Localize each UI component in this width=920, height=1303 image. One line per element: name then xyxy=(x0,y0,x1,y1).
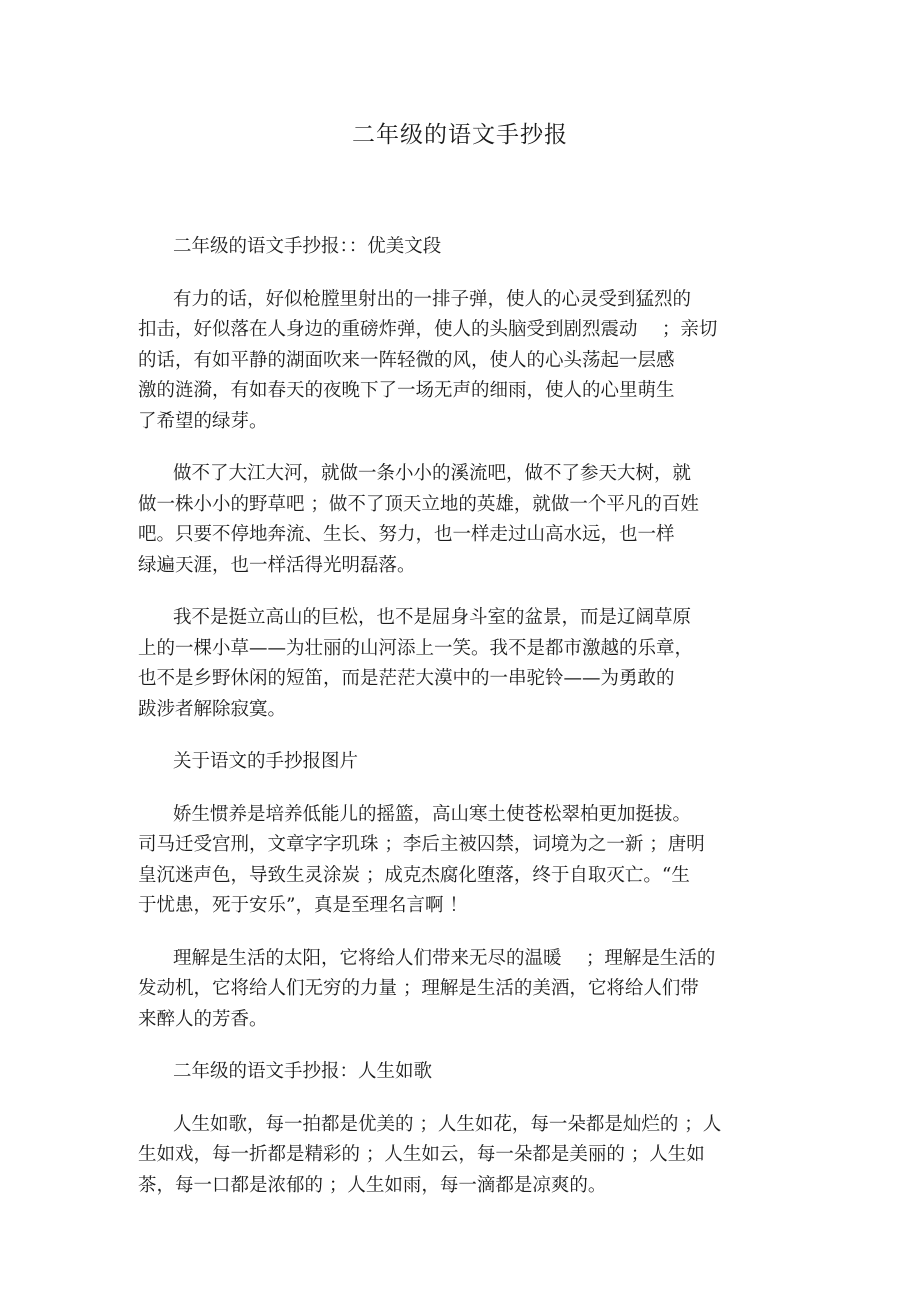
paragraph-line: 上的一棵小草——为壮丽的山河添上一笑。我不是都市激越的乐章， xyxy=(138,637,694,659)
heading-text: 关于语文的手抄报图片 xyxy=(173,751,359,772)
paragraph-line: 激的涟漪，有如春天的夜晚下了一场无声的细雨，使人的心里萌生 xyxy=(138,380,675,401)
paragraph-line: 司马迁受宫刑，文章字字玑珠 ；李后主被囚禁，词境为之一新 ；唐明 xyxy=(138,834,705,855)
paragraph-life-like-song xyxy=(138,1110,788,1202)
paragraph-line: 皇沉迷声色，导致生灵涂炭 ；成克杰腐化堕落，终于自取灭亡。“生 xyxy=(138,864,690,886)
section-heading-beautiful-passages xyxy=(138,232,788,263)
paragraph-line: 扣击，好似落在人身边的重磅炸弹，使人的头脑受到剧烈震动 ；亲切 xyxy=(138,319,718,340)
paragraph-line: 人生如歌，每一拍都是优美的 ；人生如花，每一朵都是灿烂的 ；人 xyxy=(173,1113,722,1135)
paragraph-understanding xyxy=(138,944,788,1036)
paragraph-small-grass xyxy=(138,603,788,725)
paragraph-line: 做一株小小的野草吧 ；做不了顶天立地的英雄，就做一个平凡的百姓 xyxy=(138,493,699,515)
heading-text: 二年级的语文手抄报：：优美文段 xyxy=(173,236,442,257)
paragraph-line: 于忧患，死于安乐”，真是至理名言啊 ！ xyxy=(138,895,468,916)
paragraph-line: 有力的话，好似枪膛里射出的一排子弹，使人的心灵受到猛烈的 xyxy=(173,288,692,310)
paragraph-line: 也不是乡野休闲的短笛，而是茫茫大漠中的一串驼铃——为勇敢的 xyxy=(138,668,675,689)
paragraph-line: 了希望的绿芽。 xyxy=(138,410,268,432)
paragraph-line: 来醉人的芳香。 xyxy=(138,1008,268,1030)
paragraph-line: 娇生惯养是培养低能儿的摇篮，高山寒土使苍松翠柏更加挺拔。 xyxy=(173,803,692,825)
document-body xyxy=(138,232,788,1223)
paragraph-line: 吧。只要不停地奔流、生长、努力，也一样走过山高水远，也一样 xyxy=(138,524,675,545)
paragraph-line: 我不是挺立高山的巨松，也不是屈身斗室的盆景，而是辽阔草原 xyxy=(173,607,692,628)
paragraph-line: 跋涉者解除寂寞。 xyxy=(138,698,287,720)
paragraph-line: 的话，有如平静的湖面吹来一阵轻微的风，使人的心头荡起一层感 xyxy=(138,349,675,371)
paragraph-line: 理解是生活的太阳，它将给人们带来无尽的温暖 ；理解是生活的 xyxy=(173,947,716,969)
section-heading-chinese-poster-images xyxy=(138,747,788,778)
paragraph-line: 茶，每一口都是浓郁的 ；人生如雨，每一滴都是凉爽的。 xyxy=(138,1174,607,1196)
section-heading-life-is-a-song xyxy=(138,1057,788,1088)
paragraph-line: 做不了大江大河，就做一条小小的溪流吧，做不了参天大树，就 xyxy=(173,463,692,484)
paragraph-stream-and-grass xyxy=(138,459,788,581)
page-title: 二年级的语文手抄报 xyxy=(352,122,568,148)
paragraph-powerful-words xyxy=(138,285,788,438)
paragraph-line: 绿遍天涯，也一样活得光明磊落。 xyxy=(138,554,416,576)
paragraph-line: 生如戏，每一折都是精彩的 ；人生如云，每一朵都是美丽的 ；人生如 xyxy=(138,1144,705,1165)
heading-text: 二年级的语文手抄报：人生如歌 xyxy=(173,1061,433,1082)
paragraph-line: 发动机，它将给人们无穷的力量 ；理解是生活的美酒，它将给人们带 xyxy=(138,978,699,999)
paragraph-hardship xyxy=(138,800,788,922)
